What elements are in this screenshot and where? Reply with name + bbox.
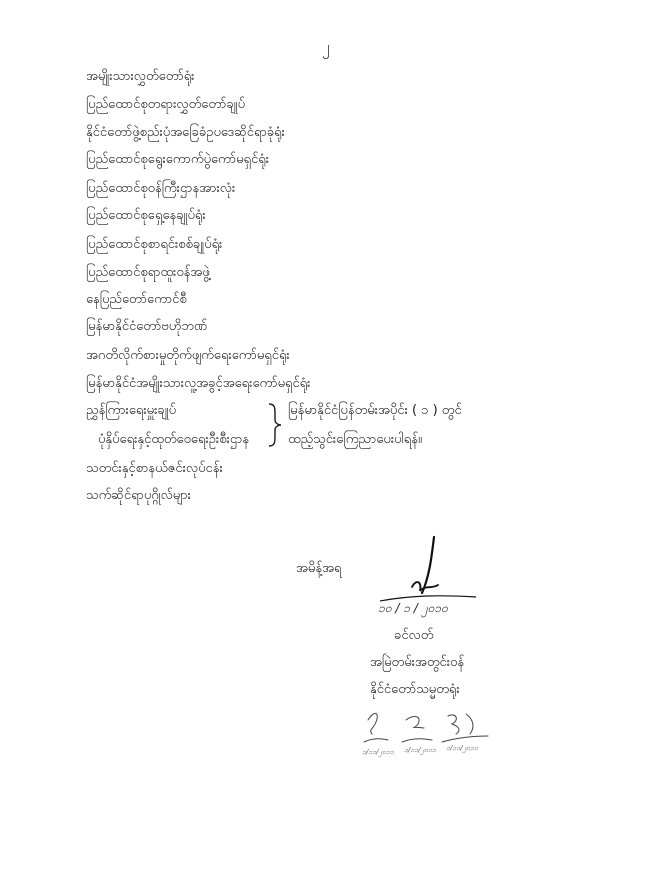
recipient-line: ပြည်ထောင်စုရာထူးဝန်အဖွဲ့ xyxy=(86,265,210,280)
braced-instruction-line: မြန်မာနိုင်ငံပြန်တမ်းအပိုင်း ( ၁ ) တွင် xyxy=(288,403,462,418)
braced-recipient: ညွှန်ကြားရေးမှူးချုပ် xyxy=(86,403,177,418)
curly-brace-icon xyxy=(266,402,284,448)
recipient-line: ပြည်ထောင်စုစာရင်းစစ်ချုပ်ရုံး xyxy=(86,237,223,252)
signer-office: နိုင်ငံတော်သမ္မတရုံး xyxy=(370,682,460,697)
braced-recipient: ပုံနှိပ်ရေးနှင့်ထုတ်ဝေရေးဦးစီးဌာန xyxy=(98,432,250,447)
initial-date: ၁/၁၁/၂၀၁၁ xyxy=(446,744,478,752)
braced-instruction-line: ထည့်သွင်းကြေညာပေးပါရန်။ xyxy=(288,432,422,447)
initial-date: ၁/၁၁/၂၀၁၁ xyxy=(362,748,394,756)
recipient-line: အဂတိလိုက်စားမှုတိုက်ဖျက်ရေးကော်မရှင်ရုံး xyxy=(86,348,290,363)
recipient-line: အမျိုးသားလွှတ်တော်ရုံး xyxy=(86,69,195,84)
recipient-line: နေပြည်တော်ကောင်စီ xyxy=(86,292,187,307)
page-number: ၂ xyxy=(322,38,330,56)
recipient-line: သတင်းနှင့်စာနယ်ဇင်းလုပ်ငန်း xyxy=(86,461,223,476)
signer-title: အမြဲတမ်းအတွင်းဝန် xyxy=(370,655,465,670)
recipient-line: ပြည်ထောင်စုတရားလွှတ်တော်ချုပ် xyxy=(86,97,245,112)
initial-date: ၁/၁၁/၂၀၁၁ xyxy=(404,746,436,754)
recipient-line: မြန်မာနိုင်ငံအမျိုးသားလူ့အခွင့်အရေးကော်မရှင်ရုံး xyxy=(86,376,311,391)
recipient-line: ပြည်ထောင်စုရှေ့နေချုပ်ရုံး xyxy=(86,208,206,223)
signature xyxy=(372,535,482,605)
signer-name: ခင်လတ် xyxy=(394,628,434,643)
salutation: အမိန့်အရ xyxy=(296,561,342,576)
recipient-line: မြန်မာနိုင်ငံတော်ဗဟိုဘဏ် xyxy=(86,319,208,334)
recipient-line: ပြည်ထောင်စုရွေးကောက်ပွဲကော်မရှင်ရုံး xyxy=(86,152,269,167)
signature-date: ၁၀ / ၁ / ၂၀၁၀ xyxy=(378,601,448,615)
recipient-line: သက်ဆိုင်ရာပုဂ္ဂိုလ်များ xyxy=(86,488,191,503)
initials-marks xyxy=(360,708,500,758)
recipient-line: ပြည်ထောင်စုဝန်ကြီးဌာနအားလုံး xyxy=(86,181,236,196)
recipient-line: နိုင်ငံတော်ဖွဲ့စည်းပုံအခြေခံဥပဒေဆိုင်ရာခုံရုံး xyxy=(86,125,285,140)
